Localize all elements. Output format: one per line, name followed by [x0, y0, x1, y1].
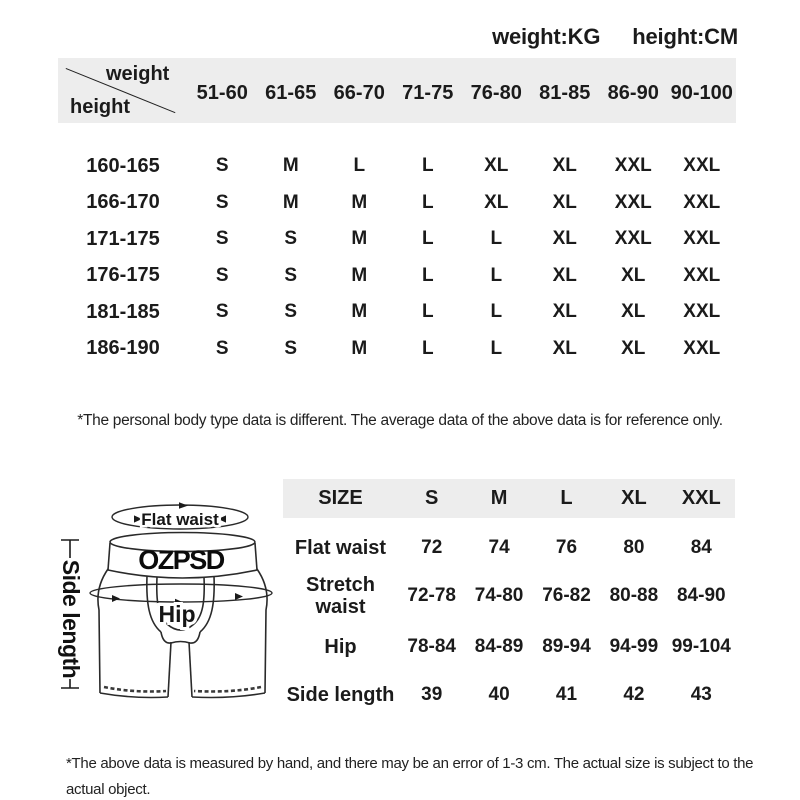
size-cell: L	[421, 155, 434, 177]
brand-logo: OZPSD	[138, 545, 224, 575]
size-column-header: XL	[621, 487, 647, 509]
corner-height-label: height	[70, 96, 130, 118]
measurement-value-cell: 74	[488, 537, 510, 558]
weight-column-header: 90-100	[670, 82, 733, 104]
size-cell: L	[490, 264, 503, 286]
size-cell: XXL	[683, 264, 721, 286]
size-table-header-row	[58, 58, 736, 123]
size-cell: XL	[484, 155, 509, 177]
height-row-label: 160-165	[86, 154, 160, 177]
hip-measure	[90, 584, 272, 627]
flat-waist-measure	[112, 502, 248, 529]
weight-column-header: 61-65	[265, 82, 317, 104]
size-cell: XXL	[683, 191, 721, 213]
measurement-row-label: Side length	[286, 684, 395, 706]
size-cell: XXL	[614, 155, 652, 177]
measurement-value-cell: 89-94	[542, 636, 591, 657]
size-cell: M	[351, 228, 368, 250]
size-cell: L	[421, 264, 434, 286]
size-column-header: M	[490, 487, 508, 509]
measurement-row-label: Stretch waist	[306, 574, 375, 618]
side-length-measure	[58, 540, 84, 688]
size-cell: S	[215, 301, 229, 323]
hem-stitching-right	[194, 687, 261, 692]
size-cell: M	[351, 301, 368, 323]
size-column-header: S	[425, 487, 439, 509]
measurement-value-cell: 72	[421, 537, 443, 558]
size-cell: M	[351, 264, 368, 286]
size-cell: L	[421, 301, 434, 323]
size-cell: S	[215, 155, 229, 177]
measurement-value-cell: 76	[555, 537, 578, 558]
weight-unit-label: weight:KG	[492, 24, 601, 49]
size-cell: XXL	[614, 191, 652, 213]
units-note	[492, 24, 738, 50]
measurement-value-cell: 94-99	[609, 636, 659, 657]
size-cell: XL	[621, 264, 646, 286]
size-cell: S	[215, 191, 229, 213]
size-column-header: L	[560, 487, 573, 509]
height-row-label: 186-190	[86, 337, 160, 360]
size-cell: XL	[552, 301, 577, 323]
boxer-measurement-diagram	[30, 465, 300, 720]
size-cell: L	[421, 191, 434, 213]
weight-column-header: 81-85	[539, 82, 591, 104]
measurement-value-cell: 43	[690, 684, 712, 705]
size-cell: L	[490, 301, 503, 323]
size-cell: S	[284, 264, 298, 286]
height-unit-label: height:CM	[632, 24, 738, 49]
arrowhead-icon	[179, 502, 188, 509]
weight-column-header: 86-90	[607, 82, 659, 104]
measurement-value-cell: 39	[421, 684, 443, 705]
measurement-value-cell: 84	[690, 537, 712, 558]
size-cell: L	[421, 228, 434, 250]
measurement-value-cell: 84-89	[474, 636, 524, 657]
size-cell: XL	[552, 155, 577, 177]
measurement-value-cell: 40	[488, 684, 510, 705]
height-row-label: 171-175	[86, 227, 160, 250]
corner-weight-height-cell	[58, 58, 188, 123]
arrowhead-icon	[218, 515, 226, 522]
measurement-value-cell: 80-88	[609, 585, 659, 606]
size-header-label: SIZE	[318, 487, 363, 509]
measurement-value-cell: 42	[623, 684, 645, 705]
size-cell: S	[215, 337, 229, 359]
size-cell: XXL	[683, 155, 721, 177]
measurement-value-cell: 99-104	[671, 636, 731, 657]
size-cell: XL	[552, 191, 577, 213]
size-cell: S	[284, 228, 298, 250]
reference-note: *The personal body type data is different. The average data of the above data is for reference only.	[77, 411, 723, 429]
height-row-label: 181-185	[86, 300, 160, 323]
measurements-table-body	[283, 528, 735, 720]
measurement-value-cell: 72-78	[407, 585, 456, 606]
size-cell: XL	[552, 228, 577, 250]
arrowhead-icon	[235, 593, 243, 600]
size-cell: XL	[484, 191, 509, 213]
size-cell: S	[215, 264, 229, 286]
height-row-label: 176-175	[86, 264, 160, 287]
measurement-value-cell: 84-90	[676, 585, 726, 606]
weight-column-header: 66-70	[333, 82, 385, 104]
measurement-value-cell: 80	[623, 537, 645, 558]
side-length-label: Side length	[58, 559, 84, 679]
size-cell: L	[421, 337, 434, 359]
weight-column-header: 51-60	[196, 82, 248, 104]
measurement-value-cell: 41	[555, 684, 578, 705]
measurement-error-note: *The above data is measured by hand, and there may be an error of 1-3 cm. The actual size is subject to the actual object.	[66, 755, 754, 798]
size-cell: L	[490, 228, 503, 250]
size-cell: M	[351, 191, 368, 213]
size-cell: M	[282, 191, 299, 213]
size-cell: L	[490, 337, 503, 359]
size-cell: XL	[621, 337, 646, 359]
size-column-header: XXL	[681, 487, 721, 509]
weight-column-header: 71-75	[402, 82, 454, 104]
size-cell: S	[215, 228, 229, 250]
size-cell: XXL	[683, 228, 721, 250]
size-cell: XL	[552, 264, 577, 286]
measurements-table	[283, 479, 735, 720]
flat-waist-label: Flat waist	[141, 510, 219, 529]
weight-column-header: 76-80	[470, 82, 522, 104]
hem-stitching-left	[104, 687, 166, 692]
size-cell: XL	[621, 301, 646, 323]
size-cell: XXL	[683, 301, 721, 323]
size-cell: M	[282, 155, 299, 177]
size-cell: XL	[552, 337, 577, 359]
size-cell: XXL	[683, 337, 721, 359]
height-row-label: 166-170	[86, 191, 160, 214]
size-cell: S	[284, 301, 298, 323]
measurements-table-header-row	[283, 479, 735, 518]
size-table-body	[58, 148, 736, 367]
height-weight-size-table	[58, 58, 736, 367]
size-cell: L	[353, 155, 366, 177]
arrowhead-icon	[112, 595, 120, 602]
measurement-value-cell: 74-80	[474, 585, 524, 606]
measurement-value-cell: 78-84	[407, 636, 456, 657]
measurement-row-label: Flat waist	[294, 537, 387, 559]
size-cell: XXL	[614, 228, 652, 250]
size-cell: S	[284, 337, 298, 359]
measurement-row-label: Hip	[324, 636, 357, 658]
hip-label: Hip	[158, 601, 196, 627]
measurement-value-cell: 76-82	[542, 585, 591, 606]
size-cell: M	[351, 337, 368, 359]
corner-weight-label: weight	[106, 63, 170, 85]
